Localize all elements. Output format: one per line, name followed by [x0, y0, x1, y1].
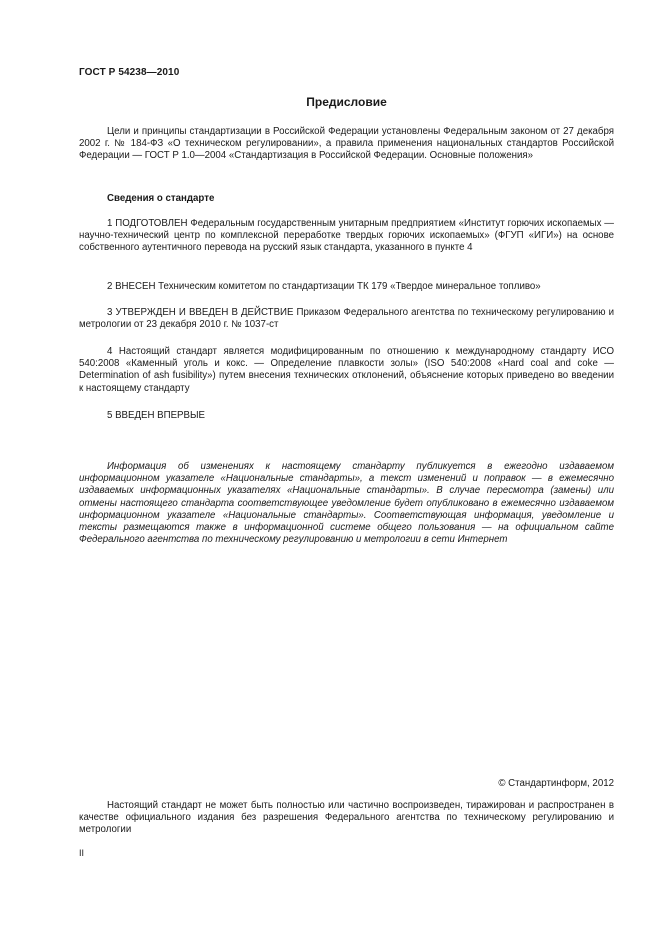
info-item-5: 5 ВВЕДЕН ВПЕРВЫЕ — [107, 410, 206, 421]
standard-info-heading: Сведения о стандарте — [107, 193, 215, 204]
copyright: © Стандартинформ, 2012 — [498, 778, 614, 789]
reproduction-notice: Настоящий стандарт не может быть полностью или частично воспроизведен, тиражирован и распространен в качестве официального издания без разрешения Федерального агентства по техническому регулированию и метрологии — [79, 800, 614, 836]
info-item-1: 1 ПОДГОТОВЛЕН Федеральным государственным унитарным предприятием «Институт горючих ископаемых — научно-технический центр по комплексной переработке твердых горючих ископаемых» (ФГУП «ИГИ») на основе собственного аутентичного перевода на русский язык стандарта, указанного в пункте 4 — [79, 218, 614, 254]
document-code: ГОСТ Р 54238—2010 — [79, 67, 180, 78]
preface-intro: Цели и принципы стандартизации в Российской Федерации установлены Федеральным законом от 27 декабря 2002 г. № 184-ФЗ «О техническом регулировании», а правила применения национальных стандартов Российской Федерации — ГОСТ Р 1.0—2004 «Стандартизация в Российской Федерации. Основные положения» — [79, 126, 614, 162]
page-number: II — [79, 848, 85, 858]
info-item-4: 4 Настоящий стандарт является модифицированным по отношению к международному стандарту ИСО 540:2008 «Каменный уголь и кокс. — Определение плавкости золы» (ISO 540:2008 «Hard coal and coke — Determination of ash fusibility») путем внесения технических отклонений, объяснение которых приведено во введении к настоящему стандарту — [79, 346, 614, 394]
change-notice: Информация об изменениях к настоящему стандарту публикуется в ежегодно издаваемом информационном указателе «Национальные стандарты», а текст изменений и поправок — в ежемесячно издаваемых информационных указателях «Национальные стандарты». В случае пересмотра (замены) или отмены настоящего стандарта соответствующее уведомление будет опубликовано в ежемесячно издаваемом информационном указателе «Национальные стандарты». Соответствующая информация, уведомление и тексты размещаются также в информационной системе общего пользования — на официальном сайте Федерального агентства по техническому регулированию и метрологии в сети Интернет — [79, 461, 614, 546]
preface-title: Предисловие — [306, 95, 387, 109]
info-item-2: 2 ВНЕСЕН Техническим комитетом по стандартизации ТК 179 «Твердое минеральное топливо» — [107, 281, 541, 292]
info-item-3: 3 УТВЕРЖДЕН И ВВЕДЕН В ДЕЙСТВИЕ Приказом Федерального агентства по техническому регулированию и метрологии от 23 декабря 2010 г. № 1037-ст — [79, 307, 614, 331]
